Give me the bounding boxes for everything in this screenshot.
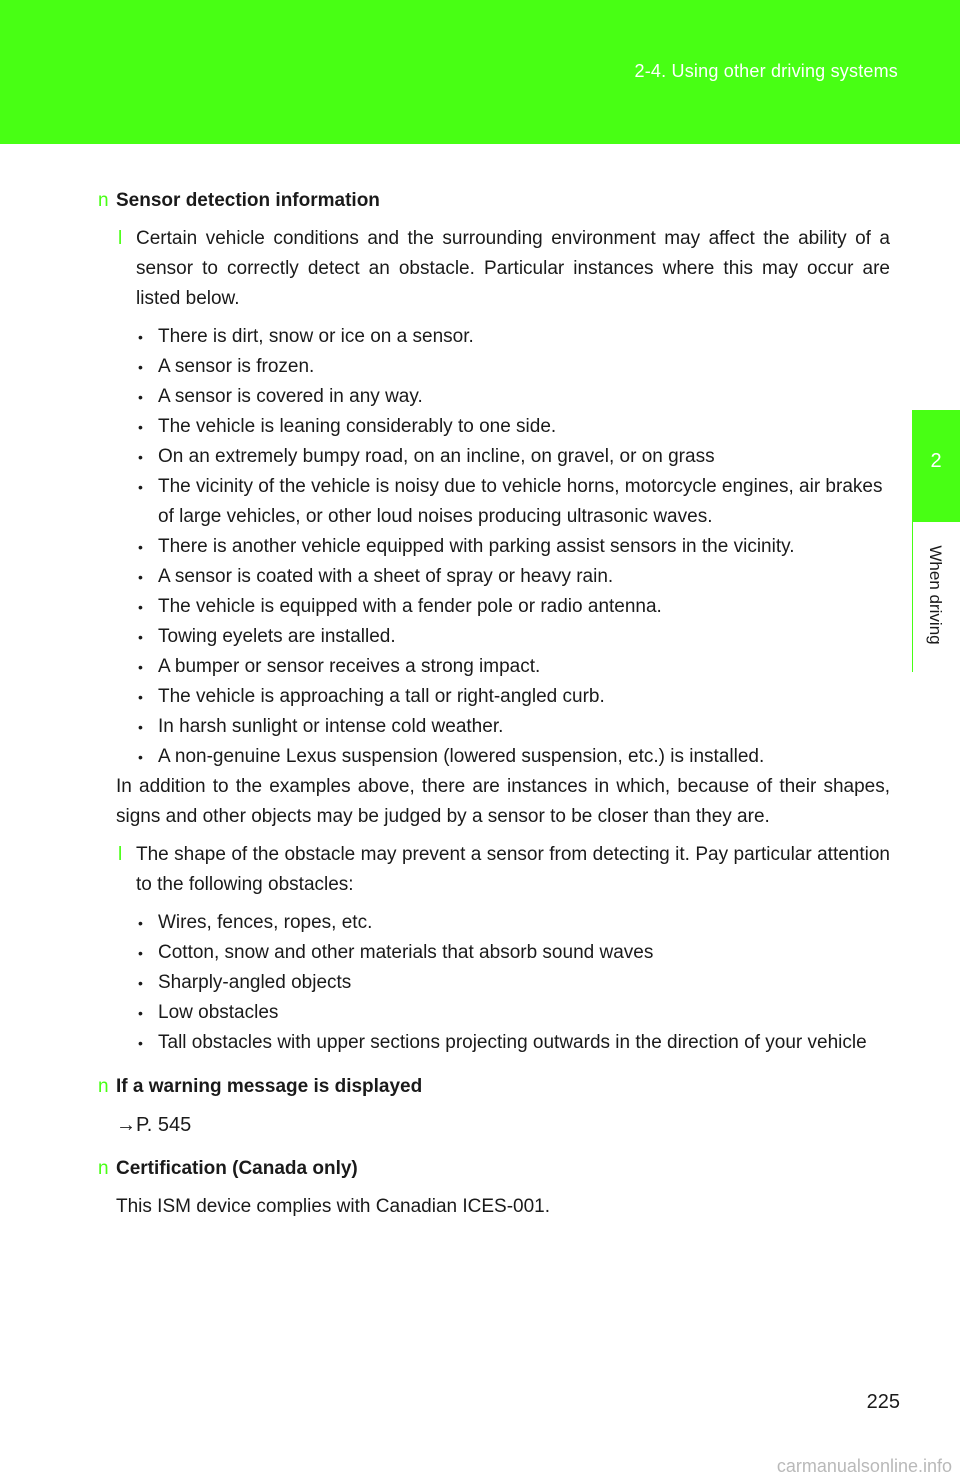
side-tab-divider <box>912 522 913 672</box>
chapter-title: 2-4. Using other driving systems <box>634 61 898 81</box>
section-heading-warning-message <box>98 1072 890 1102</box>
section-heading-certification <box>98 1154 890 1184</box>
list-item: • The vehicle is equipped with a fender pole or radio antenna. <box>136 592 890 622</box>
list-item: • There is another vehicle equipped with parking assist sensors in the vicinity. <box>136 532 890 562</box>
item-text: Certain vehicle conditions and the surrounding environment may affect the ability of a sensor to correctly detect an obstacle. Particular instances where this may occur are listed below. <box>136 228 890 309</box>
item-text: The shape of the obstacle may prevent a sensor from detecting it. Pay particular attention to the following obstacles: <box>136 844 890 895</box>
section-heading-text: Sensor detection information <box>116 190 380 211</box>
chapter-label: When driving <box>926 545 945 645</box>
closer-than-they-are-paragraph: In addition to the examples above, there are instances in which, because of their shapes, signs and other objects may be judged by a sensor to be closer than they are. <box>116 776 890 827</box>
list-item: • Low obstacles <box>136 998 890 1028</box>
section-marker: n <box>98 190 109 211</box>
list-item: • Wires, fences, ropes, etc. <box>136 908 890 938</box>
section-marker: n <box>98 1076 109 1097</box>
list-item: • The vicinity of the vehicle is noisy due to vehicle horns, motorcycle engines, air brakes of large vehicles, or other loud noises producing ultrasonic waves. <box>136 472 890 532</box>
section-heading-sensor-detection <box>98 186 890 216</box>
list-item: • A sensor is frozen. <box>136 352 890 382</box>
list-item: • A non-genuine Lexus suspension (lowered suspension, etc.) is installed. <box>136 742 890 772</box>
watermark: carmanualsonline.info <box>776 1456 952 1476</box>
side-tab <box>912 144 960 1334</box>
list-item: • A sensor is coated with a sheet of spray or heavy rain. <box>136 562 890 592</box>
item-marker: l <box>118 844 123 865</box>
list-item: • In harsh sunlight or intense cold weather. <box>136 712 890 742</box>
list-item: • Towing eyelets are installed. <box>136 622 890 652</box>
obstacles-list <box>136 908 890 1058</box>
page-content <box>98 186 890 1222</box>
list-item: • On an extremely bumpy road, on an incline, on gravel, or on grass <box>136 442 890 472</box>
list-item: • A bumper or sensor receives a strong impact. <box>136 652 890 682</box>
section-heading-text: Certification (Canada only) <box>116 1158 358 1179</box>
list-item: • Sharply-angled objects <box>136 968 890 998</box>
list-item: • Cotton, snow and other materials that absorb sound waves <box>136 938 890 968</box>
list-item: • Tall obstacles with upper sections projecting outwards in the direction of your vehicle <box>136 1028 890 1058</box>
list-item-obstacle-shape <box>116 840 890 900</box>
item-marker: l <box>118 228 123 249</box>
page-number: 225 <box>866 1391 900 1413</box>
page-reference-link[interactable]: →P. 545 <box>116 1114 192 1136</box>
list-item: • There is dirt, snow or ice on a sensor. <box>136 322 890 352</box>
section-marker: n <box>98 1158 109 1179</box>
list-item: • A sensor is covered in any way. <box>136 382 890 412</box>
certification-text: This ISM device complies with Canadian ICES-001. <box>116 1196 551 1217</box>
conditions-list <box>136 322 890 772</box>
list-item-conditions-intro <box>116 224 890 314</box>
section-heading-text: If a warning message is displayed <box>116 1076 423 1097</box>
chapter-number: 2 <box>930 450 942 472</box>
list-item: • The vehicle is approaching a tall or right-angled curb. <box>136 682 890 712</box>
list-item: • The vehicle is leaning considerably to one side. <box>136 412 890 442</box>
